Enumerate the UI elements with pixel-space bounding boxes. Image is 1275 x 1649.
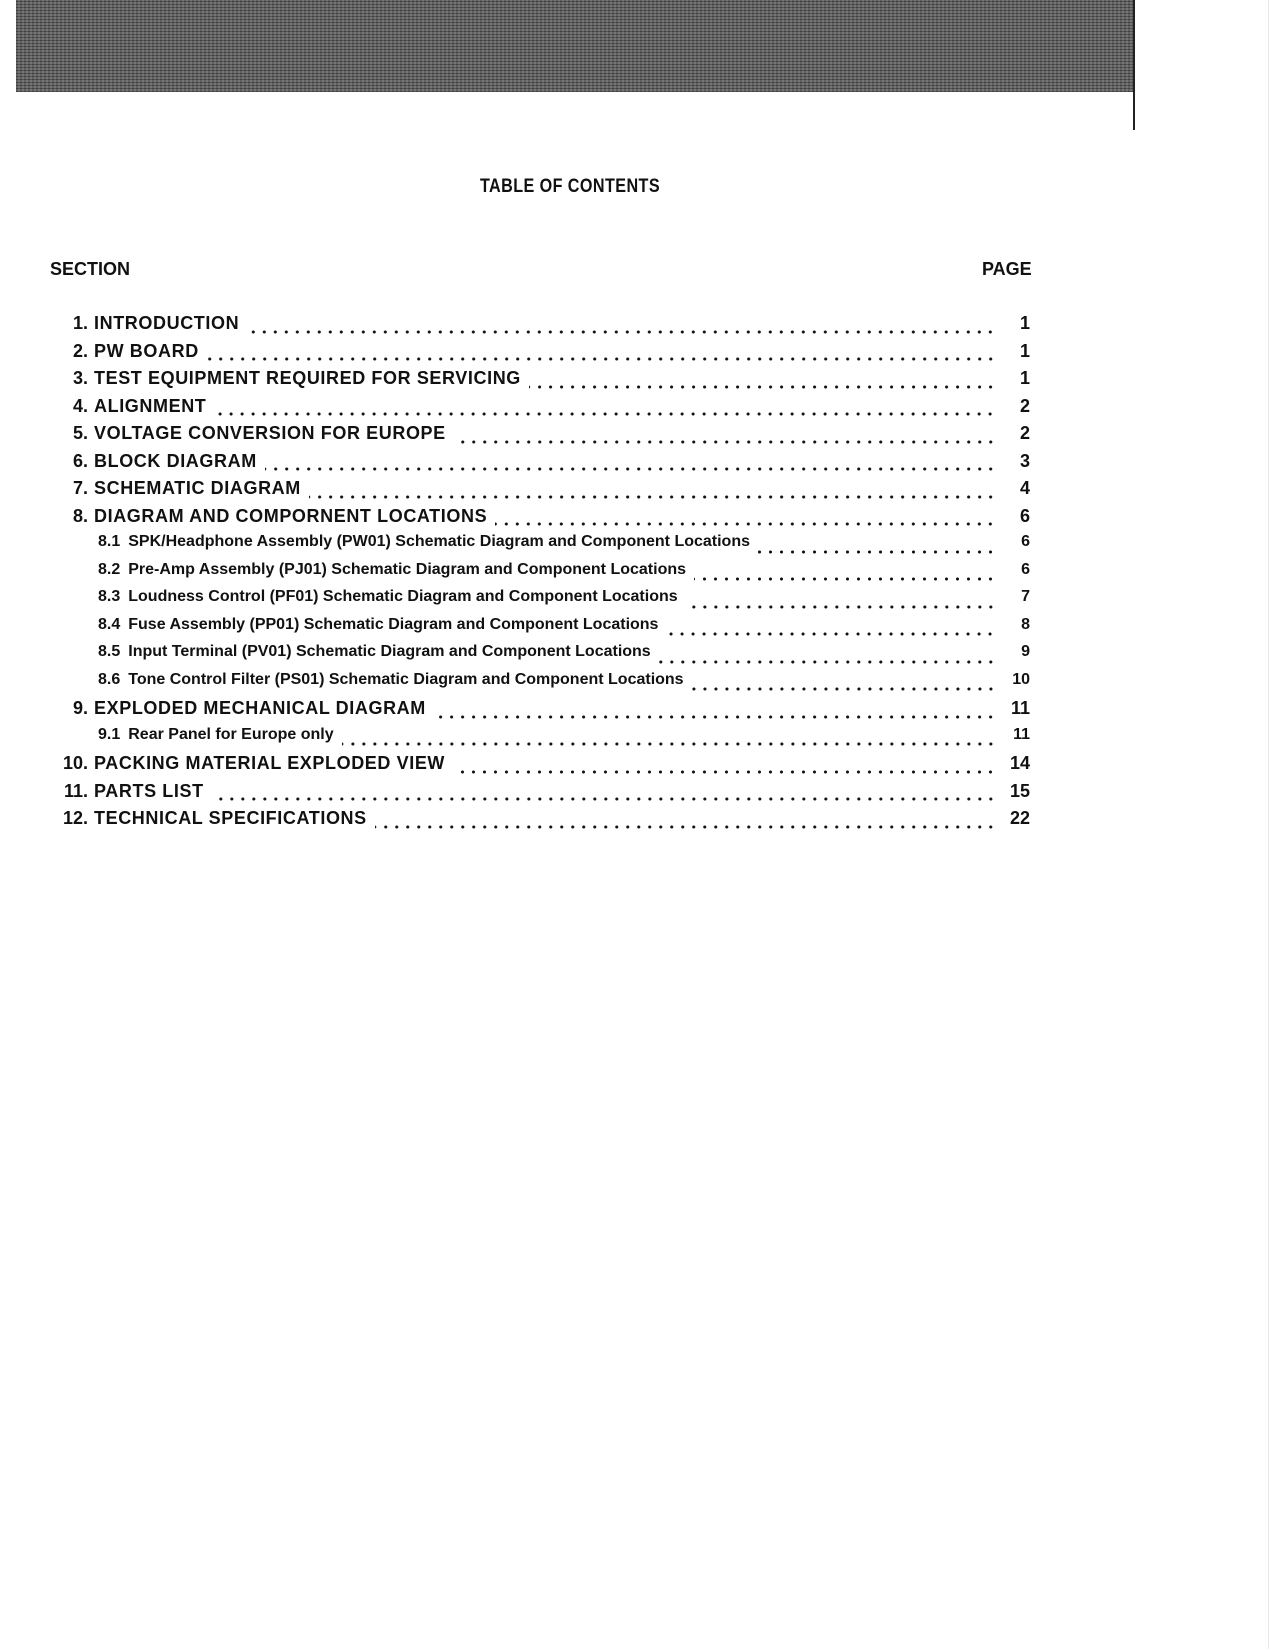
- dot-leader: [214, 412, 996, 416]
- dot-leader: [694, 577, 996, 581]
- dot-leader: [659, 660, 996, 664]
- entry-page-number: 11: [1013, 725, 1030, 743]
- toc-subentry[interactable]: [50, 588, 1030, 616]
- dot-leader: [758, 550, 996, 554]
- entry-number: 2.: [72, 340, 88, 361]
- scanned-header-band: [16, 0, 1134, 92]
- entry-page-number: 14: [1009, 753, 1030, 773]
- dot-leader: [495, 522, 996, 526]
- toc-entry[interactable]: [50, 753, 1030, 781]
- entry-number: 7.: [72, 478, 88, 498]
- entry-label: Fuse Assembly (PP01) Schematic Diagram and Component Locations: [128, 615, 659, 633]
- entry-number: 5.: [72, 423, 88, 443]
- entry-label: DIAGRAM AND COMPORNENT LOCATIONS: [94, 505, 488, 526]
- entry-page-number: 9: [1021, 643, 1030, 660]
- toc-entry[interactable]: [50, 313, 1030, 341]
- toc-entry[interactable]: [50, 781, 1030, 809]
- entry-page-number: 1: [1019, 313, 1030, 333]
- entry-number: 1.: [72, 313, 88, 333]
- entry-page-number: 2: [1019, 423, 1030, 443]
- entry-number: 8.3: [98, 588, 121, 605]
- dot-leader: [265, 467, 996, 471]
- entry-label: INTRODUCTION: [94, 313, 240, 333]
- entry-number: 6.: [72, 450, 88, 471]
- toc-entry[interactable]: [50, 478, 1030, 506]
- entry-label: EXPLODED MECHANICAL DIAGRAM: [94, 698, 426, 718]
- entry-number: 8.5: [98, 643, 121, 660]
- page-edge: [1268, 0, 1269, 1649]
- entry-label: Input Terminal (PV01) Schematic Diagram and Component Locations: [128, 643, 651, 660]
- toc-subentry[interactable]: [50, 671, 1030, 699]
- entry-page-number: 7: [1021, 588, 1030, 605]
- page-column-header: PAGE: [982, 259, 1032, 279]
- dot-leader: [375, 825, 996, 829]
- entry-label: TEST EQUIPMENT REQUIRED FOR SERVICING: [94, 368, 521, 388]
- dot-leader: [692, 687, 996, 691]
- dot-leader: [207, 357, 996, 361]
- entry-page-number: 3: [1019, 450, 1030, 471]
- toc-subentry[interactable]: [50, 726, 1030, 754]
- dot-leader: [434, 715, 996, 719]
- entry-label: PACKING MATERIAL EXPLODED VIEW: [94, 753, 446, 773]
- toc-entry[interactable]: [50, 808, 1030, 836]
- entry-label: Pre-Amp Assembly (PJ01) Schematic Diagram and Component Locations: [128, 560, 687, 578]
- entry-page-number: 8: [1021, 615, 1030, 633]
- entry-page-number: 1: [1019, 368, 1030, 388]
- margin-rule: [1133, 0, 1135, 130]
- toc-entry[interactable]: [50, 506, 1030, 534]
- page-title: TABLE OF CONTENTS: [479, 176, 661, 197]
- toc-entry[interactable]: [50, 341, 1030, 369]
- entry-page-number: 1: [1019, 340, 1030, 361]
- toc-list: [50, 313, 1030, 836]
- entry-label: Rear Panel for Europe only: [128, 725, 334, 743]
- entry-label: Tone Control Filter (PS01) Schematic Diagram and Component Locations: [128, 670, 684, 688]
- entry-number: 9.: [72, 698, 88, 718]
- dot-leader: [454, 440, 996, 444]
- entry-label: VOLTAGE CONVERSION FOR EUROPE: [94, 423, 446, 443]
- entry-label: ALIGNMENT: [94, 395, 207, 416]
- toc-entry[interactable]: [50, 423, 1030, 451]
- entry-label: SCHEMATIC DIAGRAM: [94, 478, 301, 498]
- dot-leader: [342, 742, 996, 746]
- dot-leader: [247, 330, 996, 334]
- dot-leader: [309, 495, 996, 499]
- entry-label: SPK/Headphone Assembly (PW01) Schematic Diagram and Component Locations: [128, 533, 750, 550]
- entry-number: 8.4: [98, 615, 121, 633]
- entry-number: 4.: [72, 395, 88, 416]
- entry-number: 8.6: [98, 670, 121, 688]
- entry-number: 8.2: [98, 560, 121, 578]
- entry-number: 8.1: [98, 533, 121, 550]
- toc-subentry[interactable]: [50, 561, 1030, 589]
- entry-page-number: 6: [1021, 533, 1030, 550]
- entry-page-number: 6: [1019, 505, 1030, 526]
- section-column-header: SECTION: [50, 259, 131, 279]
- entry-number: 11.: [63, 780, 88, 801]
- toc-subentry[interactable]: [50, 533, 1030, 561]
- entry-number: 12.: [62, 808, 88, 828]
- toc-entry[interactable]: [50, 451, 1030, 479]
- dot-leader: [666, 632, 996, 636]
- entry-page-number: 10: [1012, 670, 1030, 688]
- entry-page-number: 2: [1019, 395, 1030, 416]
- entry-number: 3.: [72, 368, 88, 388]
- dot-leader: [686, 605, 996, 609]
- entry-page-number: 15: [1009, 780, 1030, 801]
- entry-label: PW BOARD: [94, 340, 199, 361]
- dot-leader: [212, 797, 996, 801]
- entry-label: BLOCK DIAGRAM: [94, 450, 257, 471]
- toc-entry[interactable]: [50, 698, 1030, 726]
- entry-number: 9.1: [98, 725, 121, 743]
- entry-label: Loudness Control (PF01) Schematic Diagram and Component Locations: [128, 588, 678, 605]
- entry-page-number: 4: [1019, 478, 1030, 498]
- entry-page-number: 11: [1010, 698, 1030, 718]
- entry-label: PARTS LIST: [94, 780, 204, 801]
- entry-page-number: 6: [1021, 560, 1030, 578]
- entry-label: TECHNICAL SPECIFICATIONS: [94, 808, 367, 828]
- entry-number: 8.: [72, 505, 88, 526]
- entry-page-number: 22: [1009, 808, 1030, 828]
- toc-entry[interactable]: [50, 396, 1030, 424]
- toc-entry[interactable]: [50, 368, 1030, 396]
- dot-leader: [529, 385, 996, 389]
- dot-leader: [453, 770, 996, 774]
- toc-subentry[interactable]: [50, 616, 1030, 644]
- entry-number: 10.: [62, 753, 88, 773]
- toc-subentry[interactable]: [50, 643, 1030, 671]
